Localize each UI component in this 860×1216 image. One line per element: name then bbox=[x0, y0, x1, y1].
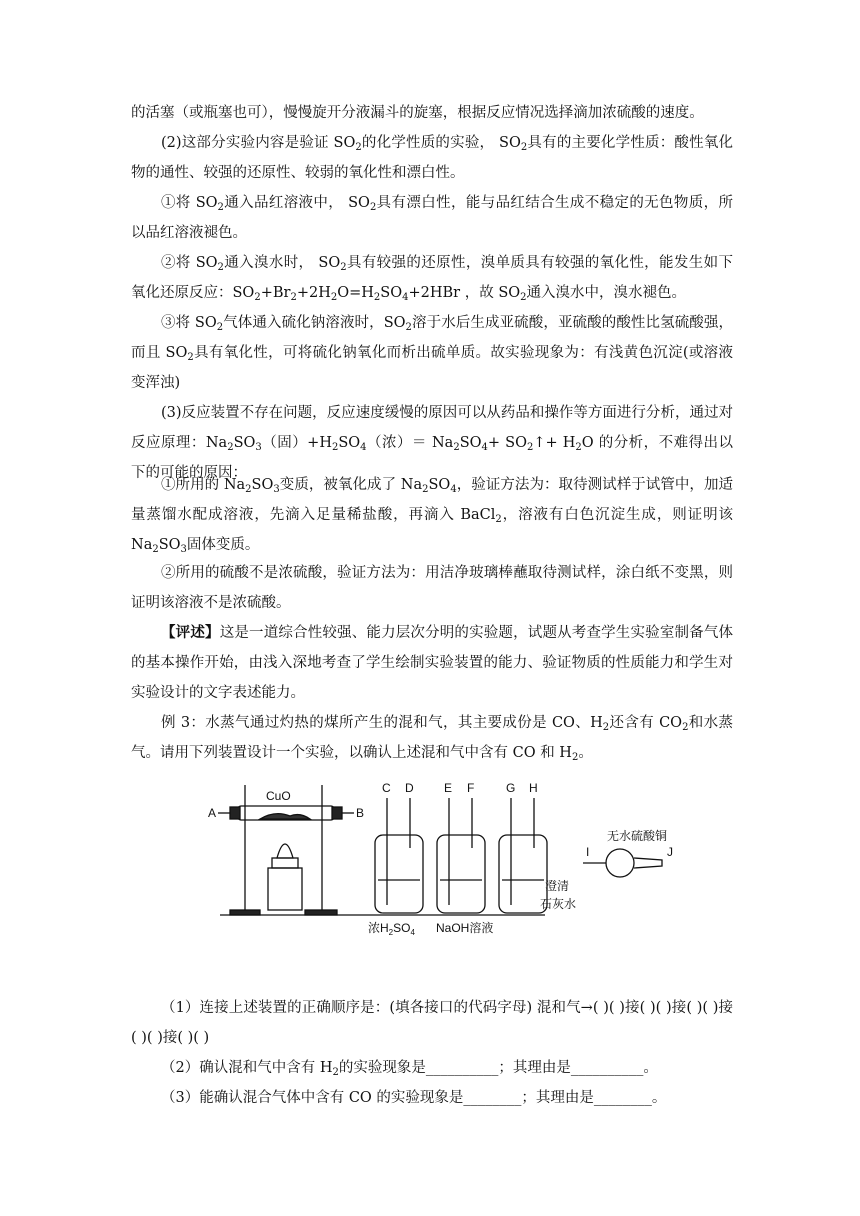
paragraph-6: ①所用的 $Na_2SO_3$变质，被氧化成了 $Na_2SO_4$，验证方法为：取待测试样于试管中，加适量蒸馏水配成溶液，先滴入足量稀盐酸，再滴入 BaCl$_2$，溶液有白色沉淀生成，则证明该 $Na_2SO_3$固体变质。 bbox=[131, 477, 734, 555]
label-d: D bbox=[405, 781, 414, 795]
cuo-solid bbox=[260, 814, 310, 819]
label-i: I bbox=[586, 845, 590, 859]
paragraph-2: ①将 $SO_2$通入品红溶液中， $SO_2$具有漂白性，能与品红结合生成不稳定的无色物质，所以品红溶液褪色。 bbox=[131, 195, 733, 241]
label-limewater-2: 石灰水 bbox=[540, 897, 577, 911]
paragraph-9: 例 3：水蒸气通过灼热的煤所产生的混和气，其主要成份是 CO、$H_2$还含有 $CO_2$和水蒸气。请用下列装置设计一个实验，以确认上述混和气中含有 CO 和 $H_2$。 bbox=[131, 715, 734, 763]
question-3: （3）能确认混合气体中含有 CO 的实验现象是________；其理由是________。 bbox=[161, 1090, 667, 1106]
paragraph-0: 的活塞（或瓶塞也可），慢慢旋开分液漏斗的旋塞，根据反应情况选择滴加浓硫酸的速度。 bbox=[131, 105, 704, 121]
label-c: C bbox=[382, 781, 391, 795]
paragraph-1: (2)这部分实验内容是验证 $SO_2$的化学性质的实验， $SO_2$具有的主要化学性质：酸性氧化物的通性、较强的还原性、较弱的氧化性和漂白性。 bbox=[131, 135, 734, 181]
paragraph-5: (3)反应装置不存在问题，反应速度缓慢的原因可以从药品和操作等方面进行分析，通过对反应原理：$Na_2SO_3$（固）$+H_2SO_4$（浓）＝ $Na_2SO_4+$ $SO_2↑+ H_2O$ 的分析，不难得出以下的可能的原因： bbox=[131, 405, 733, 481]
drying-tube-bulb bbox=[606, 849, 634, 877]
question-1: （1）连接上述装置的正确顺序是：(填各接口的代码字母) 混和气→( )( )接( )( )接( )( )接( )( )接( )( ) bbox=[131, 1000, 733, 1046]
question-2: （2）确认混和气中含有 $H_2$的实验现象是__________；其理由是__________。 bbox=[161, 1060, 658, 1078]
paragraph-8: 【评述】这是一道综合性较强、能力层次分明的实验题，试题从考查学生实验室制备气体的基本操作开始，由浅入深地考查了学生绘制实验装置的能力、验证物质的性质能力和学生对实验设计的文字表述能力。 bbox=[131, 624, 734, 701]
label-b: B bbox=[356, 806, 365, 820]
stopper-a bbox=[230, 807, 240, 819]
label-naoh: NaOH溶液 bbox=[436, 921, 494, 935]
paragraph-3: ②将 $SO_2$通入溴水时， $SO_2$具有较强的还原性，溴单质具有较强的氧化性，能发生如下氧化还原反应：$SO_2+Br_2+2H_2O=H_2SO_4+2HBr$ ，故 $SO_2$通入溴水中，溴水褪色。 bbox=[131, 255, 733, 303]
bottle-2 bbox=[437, 835, 485, 913]
label-e: E bbox=[444, 781, 453, 795]
paragraph-4: ③将 $SO_2$气体通入硫化钠溶液时，$SO_2$溶于水后生成亚硫酸，亚硫酸的酸性比氢硫酸强，而且 $SO_2$具有氧化性，可将硫化钠氧化而析出硫单质。故实验现象为：有浅黄色沉淀(或溶液变浑浊) bbox=[131, 315, 733, 391]
label-limewater-1: 澄清 bbox=[545, 879, 570, 893]
label-g: G bbox=[506, 781, 516, 795]
bottle-1 bbox=[375, 835, 423, 913]
label-j: J bbox=[667, 845, 673, 859]
stand-base-right bbox=[305, 910, 337, 915]
apparatus-figure bbox=[200, 770, 680, 950]
lamp-body bbox=[268, 868, 302, 910]
label-cuo: CuO bbox=[266, 789, 291, 803]
label-f: F bbox=[467, 781, 475, 795]
paragraph-7: ②所用的硫酸不是浓硫酸，验证方法为：用洁净玻璃棒蘸取待测试样，涂白纸不变黑，则证明该溶液不是浓硫酸。 bbox=[131, 565, 733, 611]
drying-tube-stem bbox=[634, 858, 662, 868]
label-a: A bbox=[208, 806, 217, 820]
lamp-flame bbox=[277, 844, 293, 858]
stand-base-left bbox=[230, 910, 260, 915]
label-h: H bbox=[529, 781, 538, 795]
label-cuso4: 无水硫酸铜 bbox=[607, 829, 668, 843]
apparatus-drawing bbox=[200, 770, 680, 950]
label-h2so4: 浓$H_2SO_4$ bbox=[368, 921, 415, 937]
stopper-b bbox=[332, 807, 342, 819]
lamp-neck bbox=[272, 858, 298, 868]
